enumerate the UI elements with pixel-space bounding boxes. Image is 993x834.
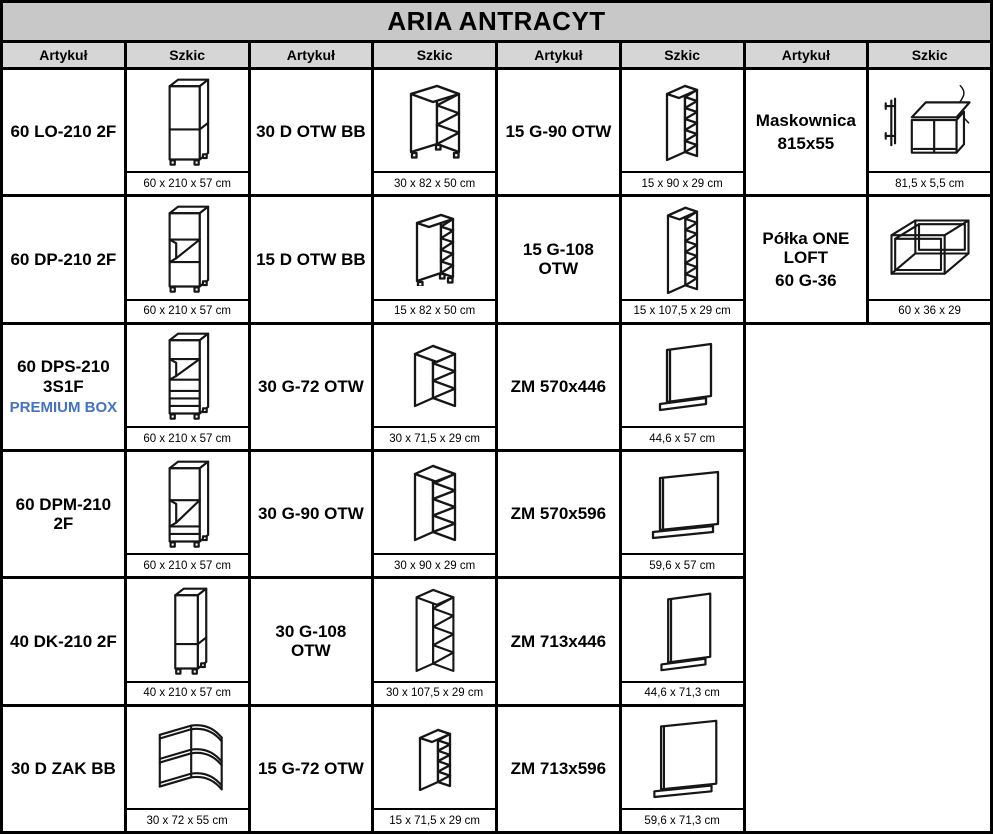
dimensions-label: 15 x 82 x 50 cm — [374, 299, 495, 322]
sketch-cell — [127, 452, 248, 576]
sketch-cell — [622, 707, 743, 831]
sketch-area — [622, 707, 743, 808]
article-name-cell — [746, 70, 867, 194]
column-header-szkic: Szkic — [374, 43, 495, 67]
sketch-cell — [374, 325, 495, 449]
sketch-cell — [622, 325, 743, 449]
sketch-cell — [127, 325, 248, 449]
appliance-panel-sketch — [649, 586, 716, 674]
corner-open-shelf-sketch — [145, 718, 230, 796]
sketch-area — [374, 70, 495, 171]
sketch-area — [622, 452, 743, 553]
article-name: ZM 570x596 — [510, 504, 607, 524]
column-header-artykul: Artykuł — [498, 43, 619, 67]
dimensions-label: 60 x 210 x 57 cm — [127, 171, 248, 194]
article-name-cell — [3, 452, 124, 576]
dimensions-label: 59,6 x 71,3 cm — [622, 808, 743, 831]
tall-cabinet-microwave-niche-sketch — [161, 457, 213, 549]
sketch-cell — [127, 707, 248, 831]
base-open-shelf-30-sketch — [406, 80, 464, 161]
base-open-shelf-15-sketch — [412, 209, 458, 286]
article-name-cell — [251, 452, 372, 576]
tall-cabinet-oven-niche-sketch — [161, 202, 213, 294]
appliance-panel-sketch — [640, 464, 724, 542]
sketch-area — [127, 197, 248, 298]
article-name-cell — [498, 707, 619, 831]
article-name: 30 G-72 OTW — [257, 377, 364, 397]
dimensions-label: 81,5 x 5,5 cm — [869, 171, 990, 194]
article-name-cell — [3, 197, 124, 321]
sketch-area — [127, 707, 248, 808]
article-name: ZM 570x446 — [510, 377, 607, 397]
sketch-area — [374, 452, 495, 553]
article-name: 40 DK-210 2F — [9, 631, 117, 651]
article-name: 60 DPS-210 3S1F — [17, 357, 110, 396]
article-name-cell — [498, 579, 619, 703]
column-header-artykul: Artykuł — [746, 43, 867, 67]
dimensions-label: 15 x 90 x 29 cm — [622, 171, 743, 194]
article-name-cell — [498, 197, 619, 321]
sketch-area — [374, 707, 495, 808]
column-header-szkic: Szkic — [127, 43, 248, 67]
sketch-area — [374, 325, 495, 426]
article-name-cell — [746, 197, 867, 321]
loft-open-shelf-frame-sketch — [884, 215, 976, 281]
article-name-cell — [251, 707, 372, 831]
article-name-cell — [3, 325, 124, 449]
dimensions-label: 60 x 210 x 57 cm — [127, 299, 248, 322]
sketch-cell — [374, 70, 495, 194]
article-name: 30 G-108 OTW — [275, 621, 347, 661]
sketch-cell — [622, 452, 743, 576]
sketch-area — [869, 70, 990, 171]
dimensions-label: 60 x 210 x 57 cm — [127, 426, 248, 449]
sketch-area — [127, 70, 248, 171]
article-name: ZM 713x446 — [510, 631, 607, 651]
dimensions-label: 15 x 107,5 x 29 cm — [622, 299, 743, 322]
dimensions-label: 30 x 71,5 x 29 cm — [374, 426, 495, 449]
wall-open-30-72-sketch — [410, 340, 460, 411]
sketch-cell — [127, 579, 248, 703]
sketch-area — [374, 579, 495, 680]
article-name-cell — [251, 579, 372, 703]
column-header-szkic: Szkic — [622, 43, 743, 67]
article-name: 15 G-108 OTW — [522, 239, 594, 279]
sketch-area — [622, 70, 743, 171]
article-name-cell — [251, 325, 372, 449]
sketch-area — [622, 197, 743, 298]
article-name: 15 G-90 OTW — [505, 122, 612, 142]
wall-open-30-90-sketch — [410, 460, 460, 545]
sketch-area — [127, 579, 248, 680]
article-name-line2: 60 G-36 — [775, 270, 837, 290]
sketch-cell — [622, 197, 743, 321]
article-name: 60 DPM-210 2F — [15, 494, 112, 534]
article-name-cell — [251, 197, 372, 321]
dimensions-label: 30 x 107,5 x 29 cm — [374, 681, 495, 704]
article-name-cell — [251, 70, 372, 194]
tall-cabinet-2f-sketch — [161, 75, 213, 167]
column-header-szkic: Szkic — [869, 43, 990, 67]
article-name-cell — [498, 70, 619, 194]
dimensions-label: 60 x 36 x 29 — [869, 299, 990, 322]
dimensions-label: 59,6 x 57 cm — [622, 553, 743, 576]
wall-open-15-108-sketch — [663, 202, 702, 294]
sketch-cell — [127, 197, 248, 321]
article-premium-label: PREMIUM BOX — [9, 399, 118, 417]
sketch-area — [869, 197, 990, 298]
wall-open-30-108-sketch — [412, 584, 458, 676]
article-name-cell — [3, 707, 124, 831]
article-name-cell — [3, 70, 124, 194]
empty-region — [746, 325, 991, 831]
article-name: Półka ONE LOFT — [762, 228, 850, 268]
column-header-artykul: Artykuł — [3, 43, 124, 67]
sketch-cell — [622, 70, 743, 194]
dimensions-label: 40 x 210 x 57 cm — [127, 681, 248, 704]
tall-cabinet-narrow-2f-sketch — [163, 584, 211, 676]
sketch-cell — [374, 197, 495, 321]
page-title: ARIA ANTRACYT — [3, 3, 990, 40]
tall-cabinet-niche-drawers-sketch — [161, 329, 213, 421]
sketch-cell — [127, 70, 248, 194]
dimensions-label: 15 x 71,5 x 29 cm — [374, 808, 495, 831]
appliance-panel-sketch — [642, 713, 722, 801]
column-header-artykul: Artykuł — [251, 43, 372, 67]
article-name: ZM 713x596 — [510, 759, 607, 779]
article-name-line2: 815x55 — [777, 133, 835, 153]
dimensions-label: 44,6 x 71,3 cm — [622, 681, 743, 704]
article-name: 15 G-72 OTW — [257, 759, 364, 779]
masking-panel-sketch — [882, 80, 977, 162]
sketch-area — [622, 325, 743, 426]
sketch-cell — [869, 70, 990, 194]
sketch-cell — [622, 579, 743, 703]
article-name-cell — [498, 452, 619, 576]
sketch-cell — [869, 197, 990, 321]
sketch-area — [622, 579, 743, 680]
sketch-cell — [374, 452, 495, 576]
sketch-area — [127, 452, 248, 553]
article-name: 30 D OTW BB — [256, 122, 366, 142]
dimensions-label: 44,6 x 57 cm — [622, 426, 743, 449]
article-name: 60 LO-210 2F — [10, 122, 117, 142]
article-name-cell — [3, 579, 124, 703]
wall-open-15-90-sketch — [662, 80, 702, 161]
article-name: 15 D OTW BB — [256, 249, 366, 269]
appliance-panel-sketch — [647, 336, 717, 414]
article-name-cell — [498, 325, 619, 449]
dimensions-label: 30 x 72 x 55 cm — [127, 808, 248, 831]
sketch-area — [374, 197, 495, 298]
sketch-cell — [374, 579, 495, 703]
article-name: Maskownica — [755, 111, 856, 131]
dimensions-label: 60 x 210 x 57 cm — [127, 553, 248, 576]
sketch-cell — [374, 707, 495, 831]
article-name: 30 G-90 OTW — [257, 504, 364, 524]
article-name: 30 D ZAK BB — [10, 759, 116, 779]
dimensions-label: 30 x 90 x 29 cm — [374, 553, 495, 576]
dimensions-label: 30 x 82 x 50 cm — [374, 171, 495, 194]
sketch-area — [127, 325, 248, 426]
wall-open-15-72-sketch — [415, 724, 455, 791]
article-name: 60 DP-210 2F — [10, 249, 117, 269]
